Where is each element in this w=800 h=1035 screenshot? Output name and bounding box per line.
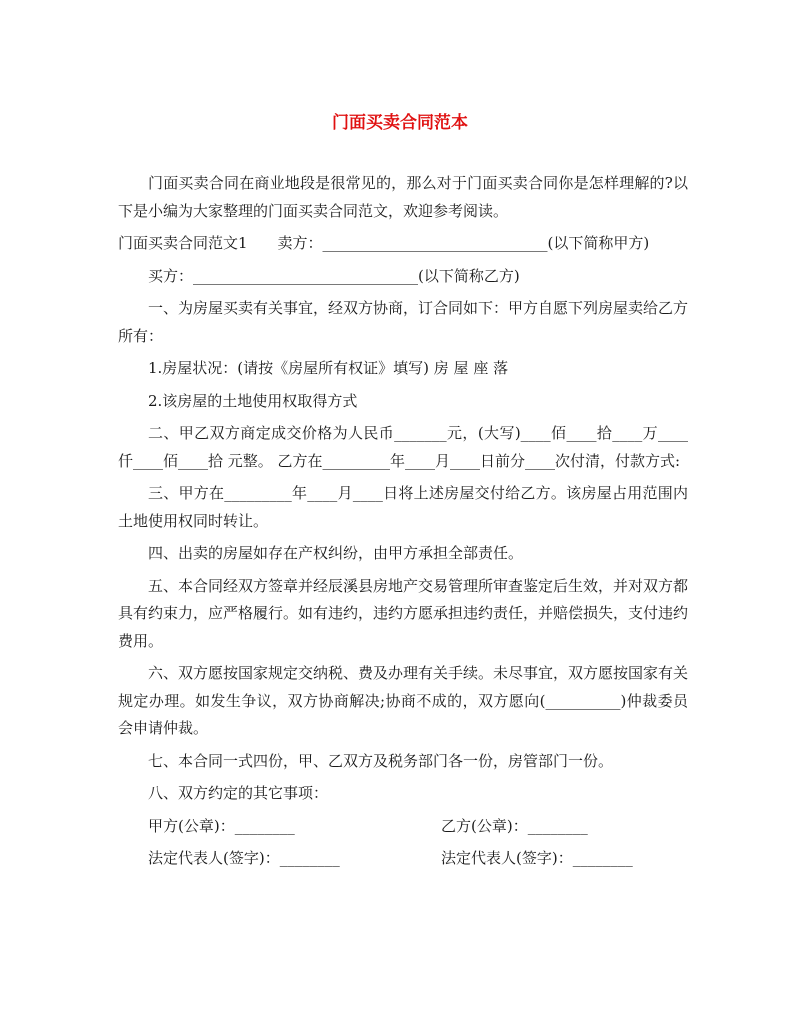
paragraph-clause-4: 四、出卖的房屋如存在产权纠纷，由甲方承担全部责任。	[148, 544, 524, 562]
party-b-seal: 乙方(公章)：________	[441, 816, 588, 835]
document-title: 门面买卖合同范本	[332, 113, 468, 133]
paragraph-clause-2: 二、甲乙双方商定成交价格为人民币_______元，(大写)____佰____拾____万____仟____佰____拾 元整。 乙方在_________年____月____日前分____次付清，付款方式:	[118, 424, 688, 470]
paragraph-clause-7: 七、本合同一式四份，甲、乙双方及税务部门各一份，房管部门一份。	[148, 751, 614, 770]
paragraph-seller: 门面买卖合同范文1 卖方：______________________________(以下简称甲方)	[118, 234, 650, 252]
paragraph-intro: 门面买卖合同在商业地段是很常见的，那么对于门面买卖合同你是怎样理解的?以下是小编为大家整理的门面买卖合同范文，欢迎参考阅读。	[118, 174, 688, 220]
party-a-rep: 法定代表人(签字)：________	[148, 849, 340, 867]
paragraph-item-1: 1.房屋状况：(请按《房屋所有权证》填写) 房 屋 座 落	[148, 359, 509, 377]
paragraph-buyer: 买方：______________________________(以下简称乙方)	[148, 266, 520, 285]
signature-row-seal	[118, 813, 688, 841]
party-a-seal: 甲方(公章)：________	[148, 816, 295, 835]
paragraph-clause-3: 三、甲方在_________年____月____日将上述房屋交付给乙方。该房屋占用范围内土地使用权同时转让。	[118, 484, 688, 530]
paragraph-clause-6: 六、双方愿按国家规定交纳税、费及办理有关手续。未尽事宜，双方愿按国家有关规定办理。如发生争议，双方协商解决;协商不成的，双方愿向(__________)仲裁委员会申请仲裁。	[118, 664, 689, 737]
paragraph-clause-5: 五、本合同经双方签章并经辰溪县房地产交易管理所审查鉴定后生效，并对双方都具有约束力，应严格履行。如有违约，违约方愿承担违约责任，并赔偿损失，支付违约费用。	[118, 576, 689, 650]
party-b-rep: 法定代表人(签字)：________	[441, 849, 633, 867]
paragraph-item-2: 2.该房屋的土地使用权取得方式	[148, 391, 358, 410]
signature-row-rep	[118, 845, 688, 873]
paragraph-clause-8: 八、双方约定的其它事项：	[148, 784, 329, 802]
document-body	[118, 170, 688, 873]
paragraph-clause-1: 一、为房屋买卖有关事宜，经双方协商，订合同如下：甲方自愿下列房屋卖给乙方所有：	[118, 299, 689, 345]
